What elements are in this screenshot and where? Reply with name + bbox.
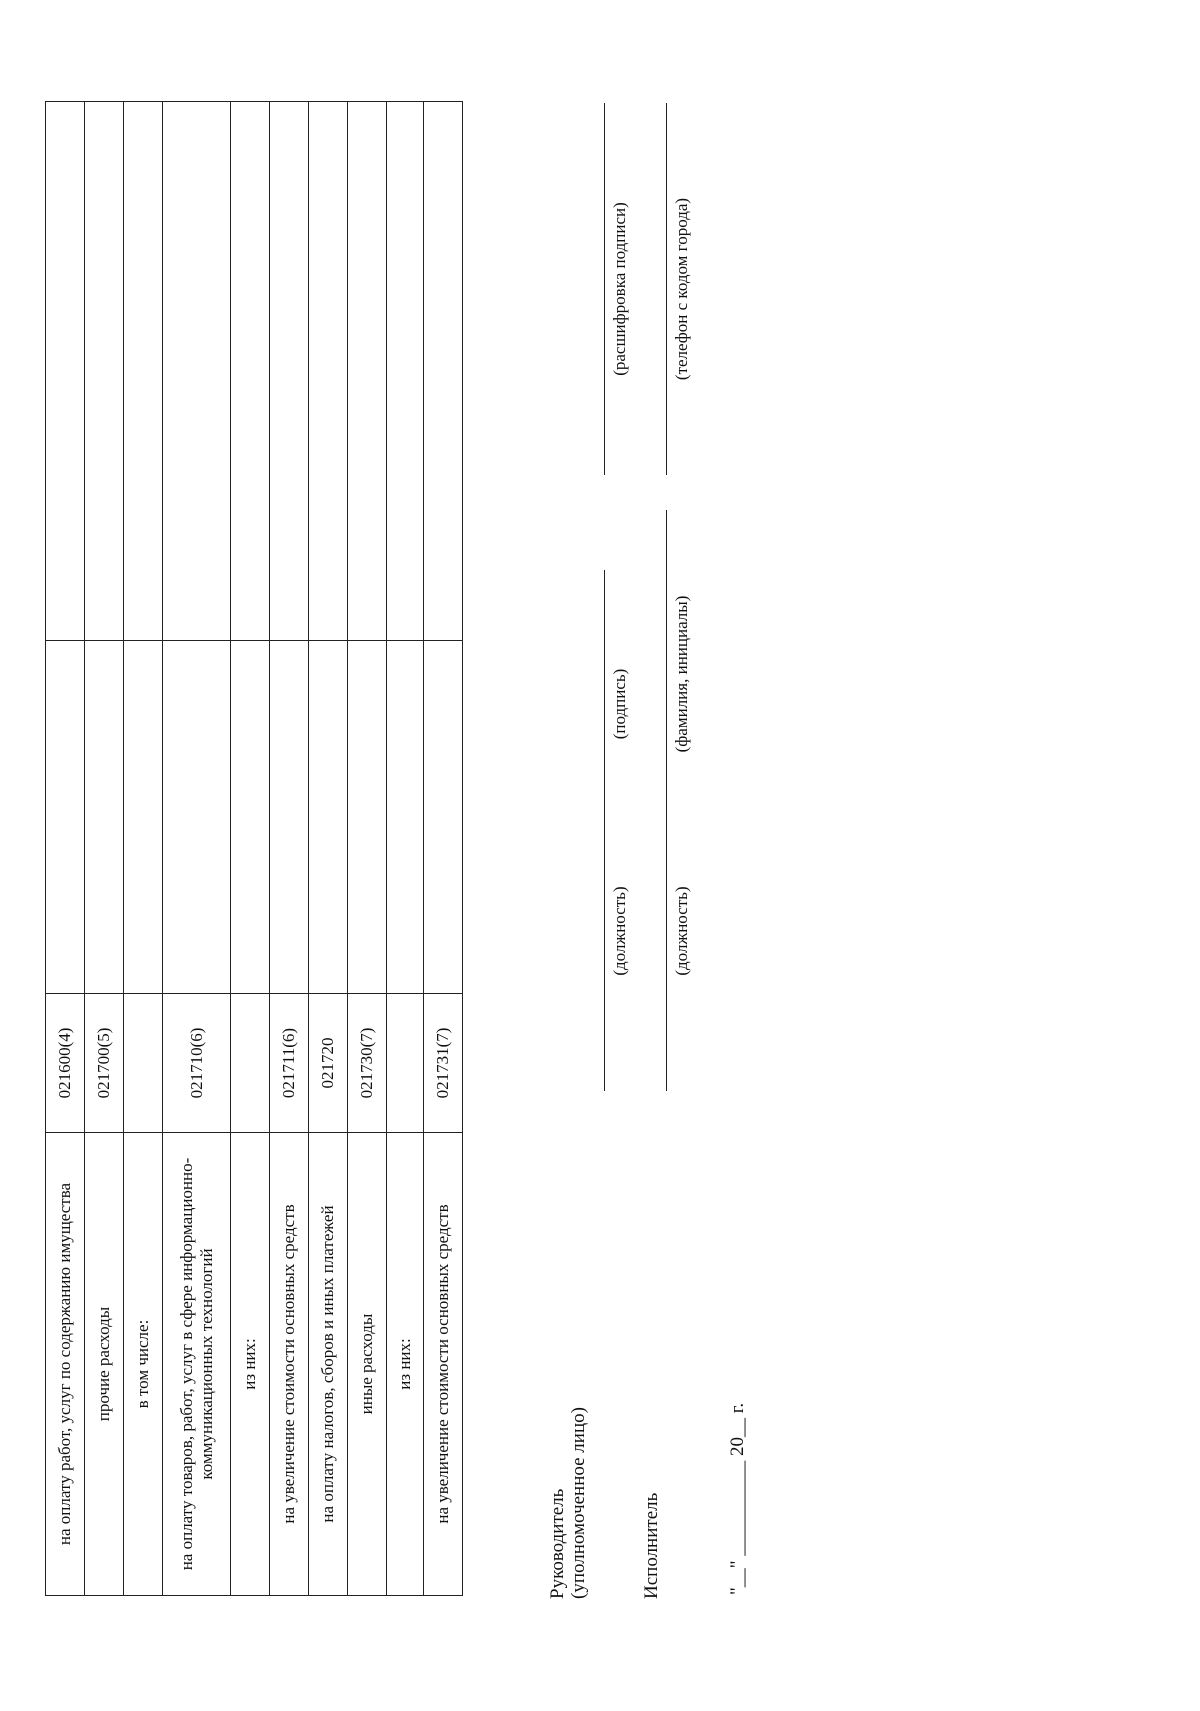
row-value-2 bbox=[309, 102, 348, 641]
position-caption-2: (должность) bbox=[672, 886, 691, 976]
row-value-2 bbox=[270, 102, 309, 641]
row-code: 021711(6) bbox=[270, 994, 309, 1133]
row-code: 021700(5) bbox=[85, 994, 124, 1133]
row-value-2 bbox=[124, 102, 163, 641]
expenses-table bbox=[45, 101, 463, 1596]
table-row bbox=[231, 102, 270, 1596]
executor-label: Исполнитель bbox=[641, 1492, 662, 1599]
row-value-1 bbox=[348, 641, 387, 994]
full-name-line[interactable] bbox=[666, 510, 667, 838]
table-row bbox=[348, 102, 387, 1596]
table-row bbox=[270, 102, 309, 1596]
row-value-1 bbox=[424, 641, 463, 994]
phone-line[interactable] bbox=[666, 103, 667, 475]
row-code: 021600(4) bbox=[46, 994, 85, 1133]
row-value-1 bbox=[163, 641, 231, 994]
row-value-1 bbox=[309, 641, 348, 994]
row-value-2 bbox=[163, 102, 231, 641]
row-name: на увеличение стоимости основных средств bbox=[424, 1133, 463, 1596]
row-code bbox=[124, 994, 163, 1133]
row-value-2 bbox=[348, 102, 387, 641]
row-value-2 bbox=[424, 102, 463, 641]
row-code: 021720 bbox=[309, 994, 348, 1133]
row-value-2 bbox=[231, 102, 270, 641]
row-code bbox=[231, 994, 270, 1133]
row-name: из них: bbox=[387, 1133, 424, 1596]
row-value-1 bbox=[387, 641, 424, 994]
table-row bbox=[163, 102, 231, 1596]
row-value-2 bbox=[46, 102, 85, 641]
row-value-1 bbox=[46, 641, 85, 994]
date-line: "__" __________ 20__ г. bbox=[727, 1402, 748, 1595]
table-row bbox=[46, 102, 85, 1596]
head-label-line-1: Руководитель bbox=[547, 1488, 568, 1599]
row-value-1 bbox=[85, 641, 124, 994]
phone-caption: (телефон с кодом города) bbox=[672, 197, 691, 381]
row-value-1 bbox=[270, 641, 309, 994]
row-code: 021730(7) bbox=[348, 994, 387, 1133]
row-name: в том числе: bbox=[124, 1133, 163, 1596]
position-caption: (должность) bbox=[610, 886, 629, 976]
row-value-1 bbox=[124, 641, 163, 994]
row-name: из них: bbox=[231, 1133, 270, 1596]
table-row bbox=[124, 102, 163, 1596]
row-name: на оплату налогов, сборов и иных платежей bbox=[309, 1133, 348, 1596]
table-row bbox=[424, 102, 463, 1596]
row-code: 021710(6) bbox=[163, 994, 231, 1133]
row-code bbox=[387, 994, 424, 1133]
row-name: прочие расходы bbox=[85, 1133, 124, 1596]
row-name: иные расходы bbox=[348, 1133, 387, 1596]
table-row bbox=[387, 102, 424, 1596]
row-name: на увеличение стоимости основных средств bbox=[270, 1133, 309, 1596]
table-row bbox=[309, 102, 348, 1596]
table-row bbox=[85, 102, 124, 1596]
row-value-2 bbox=[85, 102, 124, 641]
head-label-line-2: (уполномоченное лицо) bbox=[567, 1407, 589, 1599]
signature-line[interactable] bbox=[604, 570, 605, 838]
head-label bbox=[548, 1407, 590, 1599]
signature-decode-line[interactable] bbox=[604, 103, 605, 475]
row-code: 021731(7) bbox=[424, 994, 463, 1133]
row-name: на оплату товаров, работ, услуг в сфере информационно-коммуникационных технологий bbox=[163, 1133, 231, 1596]
row-value-1 bbox=[231, 641, 270, 994]
row-name: на оплату работ, услуг по содержанию имущества bbox=[46, 1133, 85, 1596]
full-name-caption: (фамилия, инициалы) bbox=[672, 595, 691, 753]
signature-decode-caption: (расшифровка подписи) bbox=[610, 202, 629, 376]
row-value-2 bbox=[387, 102, 424, 641]
signature-caption: (подпись) bbox=[610, 668, 629, 740]
